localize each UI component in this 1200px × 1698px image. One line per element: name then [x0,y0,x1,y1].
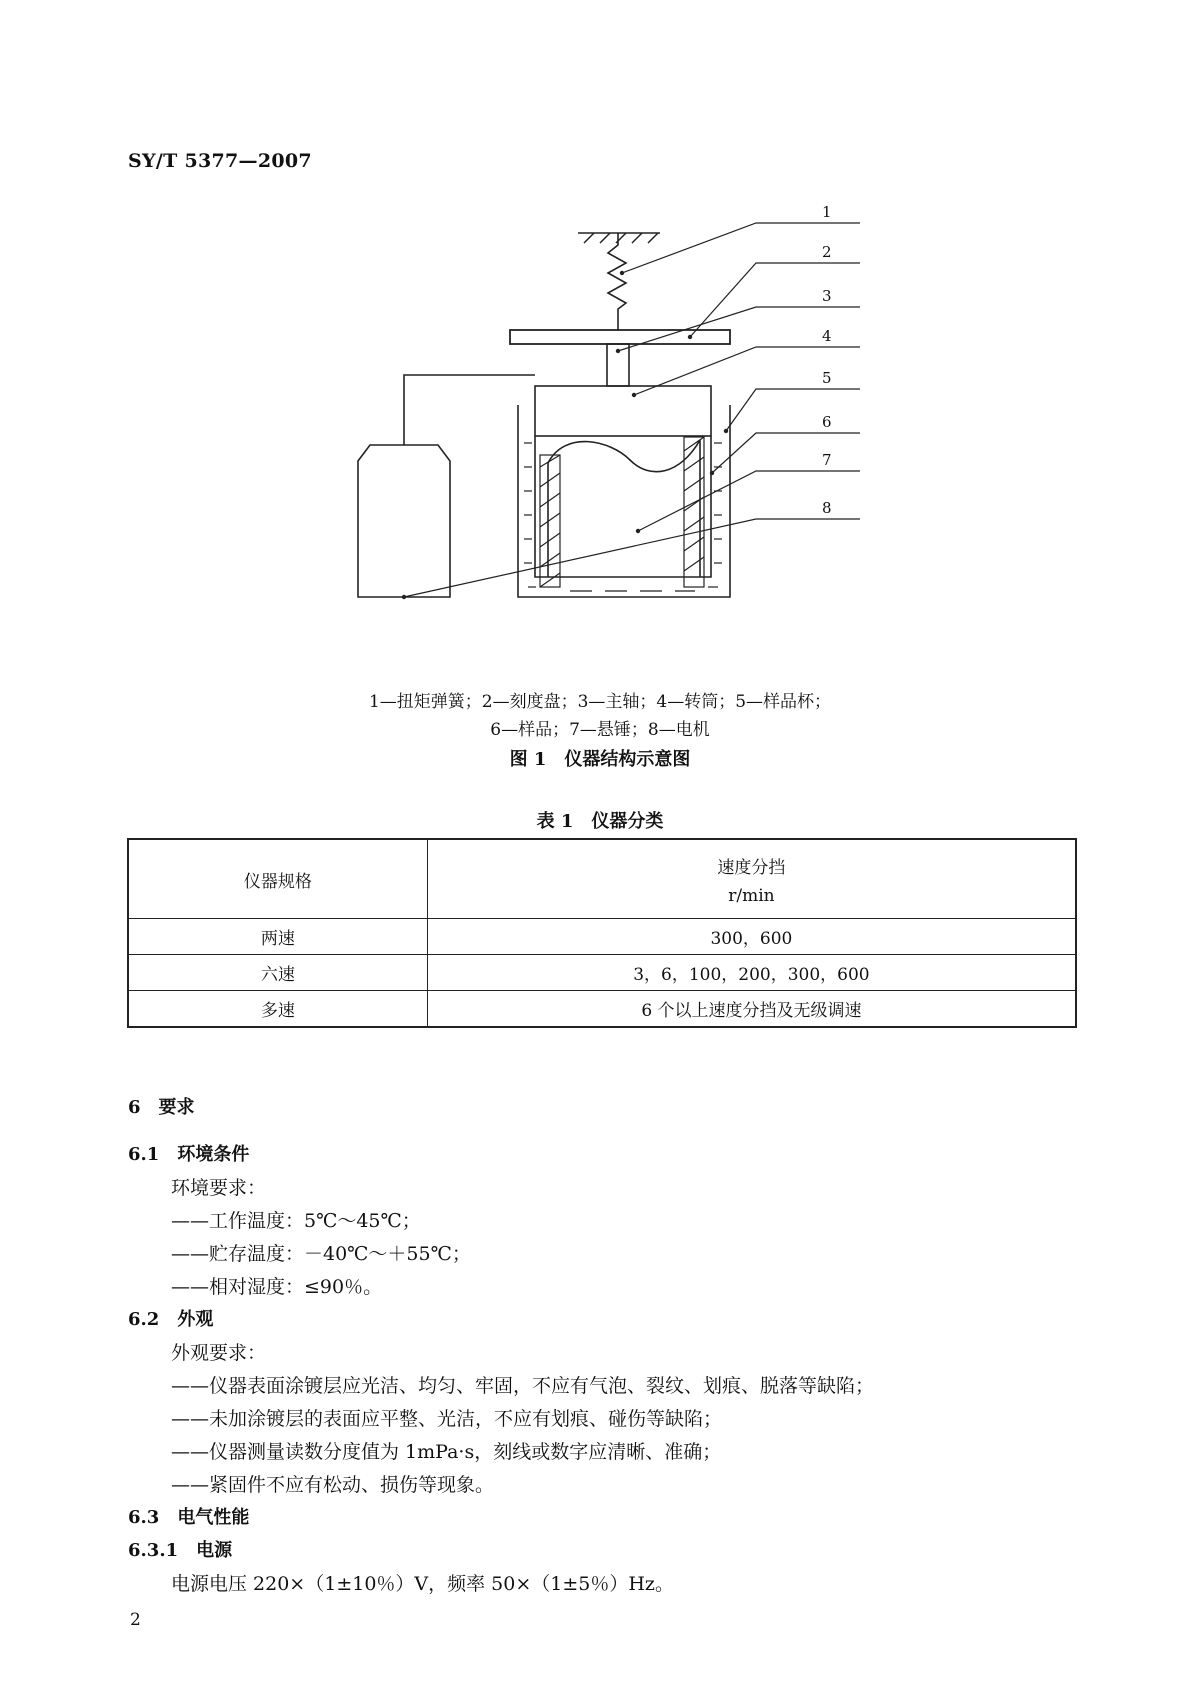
env-item: ——相对湿度：≤90％。 [171,1276,383,1298]
heading-section-6: 6 要求 [128,1097,195,1118]
label-4: 4 [822,327,832,345]
label-2: 2 [822,243,832,261]
motor [358,445,450,597]
env-item: ——贮存温度：－40℃～＋55℃； [171,1243,471,1265]
figure-title: 图 1 仪器结构示意图 [509,749,691,770]
table-header-row [128,839,1076,919]
label-5: 5 [822,369,832,387]
col-header-spec: 仪器规格 [128,839,427,919]
motor-cable [404,375,535,445]
torsion-spring [608,233,626,330]
heading-section-6-3-1: 6.3.1 电源 [128,1540,233,1561]
label-7: 7 [822,451,832,469]
label-8: 8 [822,499,832,517]
cup-liner-right [684,437,704,587]
cutaway-curve [548,440,700,472]
table-row [128,955,1076,991]
heading-section-6-1: 6.1 环境条件 [128,1144,250,1165]
col-header-speeds-label: 速度分挡 [717,857,786,878]
col-header-speeds [427,839,1076,919]
appearance-item: ——仪器表面涂镀层应光洁、均匀、牢固，不应有气泡、裂纹、划痕、脱落等缺陷； [171,1375,875,1397]
table-row [128,991,1076,1028]
heading-section-6-3: 6.3 电气性能 [128,1507,250,1528]
appearance-item: ——仪器测量读数分度值为 1mPa·s，刻线或数字应清晰、准确； [171,1441,722,1463]
appearance-item: ——未加涂镀层的表面应平整、光洁，不应有划痕、碰伤等缺陷； [171,1408,723,1430]
cell-spec: 多速 [128,991,427,1028]
cell-speeds: 3，6，100，200，300，600 [427,955,1076,991]
dial [510,330,730,344]
col-header-speeds-unit: r/min [728,885,775,906]
appearance-intro: 外观要求： [171,1342,267,1364]
env-intro: 环境要求： [171,1177,267,1199]
cell-spec: 六速 [128,955,427,991]
label-3: 3 [822,287,832,305]
standard-number: SY/T 5377—2007 [128,150,312,172]
rotor-top [535,386,711,436]
heading-section-6-2: 6.2 外观 [128,1309,214,1330]
fixed-support [578,233,660,243]
label-6: 6 [822,413,832,431]
appearance-item: ——紧固件不应有松动、损伤等现象。 [171,1474,495,1496]
figure-legend-line-1: 1—扭矩弹簧；2—刻度盘；3—主轴；4—转筒；5—样品杯； [368,692,832,712]
env-item: ——工作温度：5℃～45℃； [171,1210,421,1232]
cell-speeds: 300，600 [427,919,1076,955]
cell-spec: 两速 [128,919,427,955]
page-number: 2 [130,1610,141,1630]
label-1: 1 [822,205,832,221]
cup-liner-left [540,455,560,587]
instrument-classification-table [127,838,1077,1028]
leader-lines [404,223,860,597]
figure-legend-line-2: 6—样品；7—悬锤；8—电机 [490,720,710,740]
instrument-structure-diagram [300,205,900,665]
table-title: 表 1 仪器分类 [536,811,664,832]
cell-speeds: 6 个以上速度分挡及无级调速 [427,991,1076,1028]
table-row [128,919,1076,955]
power-supply-text: 电源电压 220×（1±10％）V，频率 50×（1±5％）Hz。 [171,1573,674,1595]
